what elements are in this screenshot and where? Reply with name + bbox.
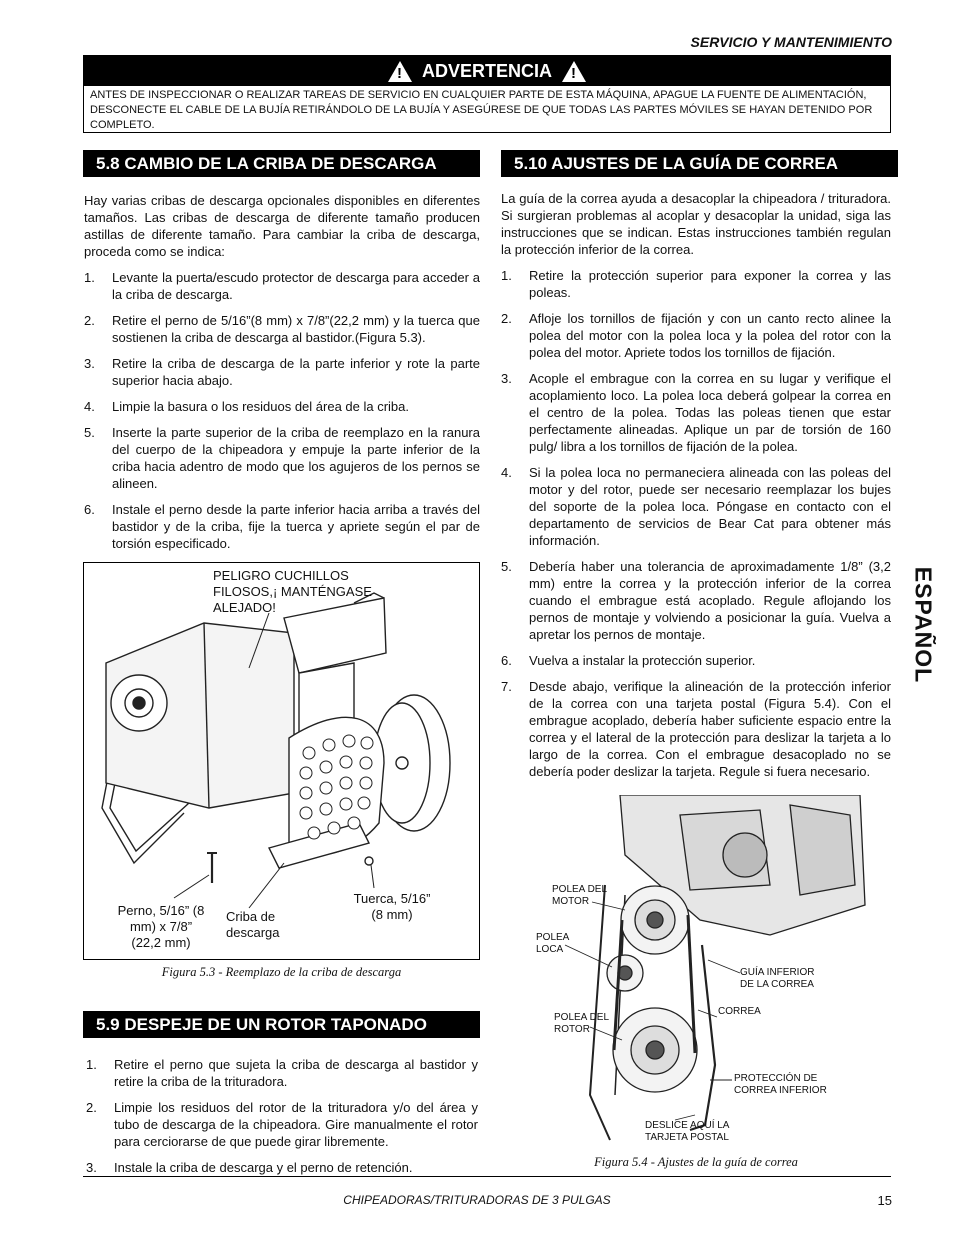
section-5-9-heading: 5.9 DESPEJE DE UN ROTOR TAPONADO <box>83 1011 480 1038</box>
list-item: 3. Instale la criba de descarga y el perno de retención. <box>86 1160 413 1175</box>
section-5-10-body <box>501 190 891 789</box>
label-belt: CORREA <box>718 1006 761 1017</box>
warning-triangle-icon: ! <box>388 61 412 82</box>
list-item: 1. Retire el perno que sujeta la criba de descarga al bastidor y retire la criba de la trituradora. <box>86 1057 478 1089</box>
label-engine-pulley: POLEA DEL MOTOR <box>552 884 607 907</box>
section-5-9-steps <box>86 1056 478 1176</box>
footer-rule <box>83 1176 891 1177</box>
list-item: 5. Debería haber una tolerancia de aproximadamente 1/8” (3,2 mm) entre la correa y la protección inferior de la correa cuando el embrague está acoplado. Regule aflojando los pernos de montaje y volviendo a posicionar la guía. Vuelva a apretar los pernos de montaje. <box>501 559 891 642</box>
label-lower-belt-guard: PROTECCIÓN DE CORREA INFERIOR <box>734 1073 827 1096</box>
footer-title: CHIPEADORAS/TRITURADORAS DE 3 PULGAS <box>343 1193 611 1207</box>
section-5-10-heading: 5.10 AJUSTES DE LA GUÍA DE CORREA <box>501 150 898 177</box>
section-5-10-intro: La guía de la correa ayuda a desacoplar la chipeadora / trituradora. Si surgieran problemas al acoplar y desacoplar la unidad, siga las instrucciones que se indican. Estas instrucciones también regulan la protección inferior de la correa. <box>501 191 891 257</box>
list-item: 5. Inserte la parte superior de la criba de reemplazo en la ranura del cuerpo de la chipeadora y empuje la parte inferior de la criba hacia adentro de modo que los agujeros de los pernos se alineen. <box>84 425 480 491</box>
list-item: 4. Limpie la basura o los residuos del área de la criba. <box>84 399 410 414</box>
label-rotor-pulley: POLEA DEL ROTOR <box>554 1012 609 1035</box>
list-item: 7. Desde abajo, verifique la alineación de la protección inferior de la correa con una tarjeta postal (Figura 5.4). Con el embrague acoplado, debería haber suficiente espacio entre la correa y el lateral de la protección para deslizar la tarjeta a lo largo de la correa. Con el embrague desacoplado no se debería poder deslizar la tarjeta. Regule si fuera necesario. <box>501 679 891 779</box>
section-5-8-body <box>84 192 480 561</box>
figure-5-4 <box>530 795 870 1150</box>
section-5-10-steps <box>501 267 891 780</box>
figure-5-3 <box>83 562 480 960</box>
label-nut: Tuerca, 5/16” (8 mm) <box>353 891 431 922</box>
label-danger-knives: PELIGRO CUCHILLOS FILOSOS,¡ MANTÉNGASE ALEJADO! <box>213 568 372 615</box>
label-discharge-screen: Criba de descarga <box>226 909 280 940</box>
list-item: 1. Retire la protección superior para exponer la correa y las poleas. <box>501 268 891 300</box>
running-header: SERVICIO Y MANTENIMIENTO <box>690 34 892 50</box>
label-lower-belt-guide: GUÍA INFERIOR DE LA CORREA <box>740 967 815 990</box>
warning-header <box>84 56 890 86</box>
label-bolt: Perno, 5/16” (8 mm) x 7/8” (22,2 mm) <box>117 903 205 950</box>
label-idler-pulley: POLEA LOCA <box>536 932 569 955</box>
warning-text: ANTES DE INSPECCIONAR O REALIZAR TAREAS DE SERVICIO EN CUALQUIER PARTE DE ESTA MÁQUINA, APAGUE LA FUENTE DE ALIMENTACIÓN, DESCONECTE EL CABLE DE LA BUJÍA RETIRÁNDOLO DE LA BUJÍA Y ASEGÚRESE DE QUE TODAS LAS PARTES MÓVILES SE HAYAN DETENIDO POR COMPLETO. <box>90 89 873 131</box>
warning-box <box>83 55 891 133</box>
label-slide-postcard: DESLICE AQUÍ LA TARJETA POSTAL <box>645 1120 729 1143</box>
list-item: 2. Retire el perno de 5/16”(8 mm) x 7/8”(22,2 mm) y la tuerca que sostienen la criba de descarga al bastidor.(Figura 5.3). <box>84 313 480 345</box>
warning-title: ADVERTENCIA <box>421 60 552 81</box>
list-item: 6. Vuelva a instalar la protección superior. <box>501 653 756 668</box>
page-number: 15 <box>877 1193 892 1208</box>
section-5-8-steps <box>84 269 480 552</box>
list-item: 3. Retire la criba de descarga de la parte inferior y rote la parte superior hacia abajo. <box>84 356 480 388</box>
language-side-tab: ESPAÑOL <box>910 566 937 684</box>
list-item: 3. Acople el embrague con la correa en su lugar y verifique el acoplamiento loco. La polea loca deberá golpear la correa en el centro de la polea. Todas las poleas tienen que estar perfectamente alineadas. Aplique un par de torsión de 160 pulg/ libra a los tornillos de fijación de la polea. <box>501 371 891 454</box>
section-5-8-intro: Hay varias cribas de descarga opcionales disponibles en diferentes tamaños. Las cribas de descarga de diferente tamaño producen astillas de diferente tamaño. Para cambiar la criba de descarga, proceda como se indica: <box>84 193 480 259</box>
warning-triangle-icon: ! <box>562 61 586 82</box>
list-item: 6. Instale el perno desde la parte inferior hacia arriba a través del bastidor y de la criba, fije la tuerca y apriete según el par de torsión especificado. <box>84 502 480 551</box>
list-item: 2. Afloje los tornillos de fijación y con un canto recto alinee la polea del motor con la polea loca y la polea del rotor con la polea del motor. Apriete todos los tornillos de fijación. <box>501 311 891 360</box>
section-5-9-body <box>86 1056 478 1185</box>
figure-5-3-caption: Figura 5.3 - Reemplazo de la criba de descarga <box>161 965 402 979</box>
list-item: 2. Limpie los residuos del rotor de la trituradora y/o del área y tubo de descarga de la chipeadora. Gire manualmente el rotor para cerciorarse de que puede girar libremente. <box>86 1100 478 1149</box>
list-item: 4. Si la polea loca no permaneciera alineada con las poleas del motor y del rotor, puede ser necesario reemplazar los bujes del soporte de la polea loca. Póngase en contacto con el departamento de servicios de Bear Cat para obtener más información. <box>501 465 891 548</box>
section-5-8-heading: 5.8 CAMBIO DE LA CRIBA DE DESCARGA <box>83 150 480 177</box>
figure-5-4-caption: Figura 5.4 - Ajustes de la guía de correa <box>594 1155 798 1169</box>
list-item: 1. Levante la puerta/escudo protector de descarga para acceder a la criba de descarga. <box>84 270 480 302</box>
